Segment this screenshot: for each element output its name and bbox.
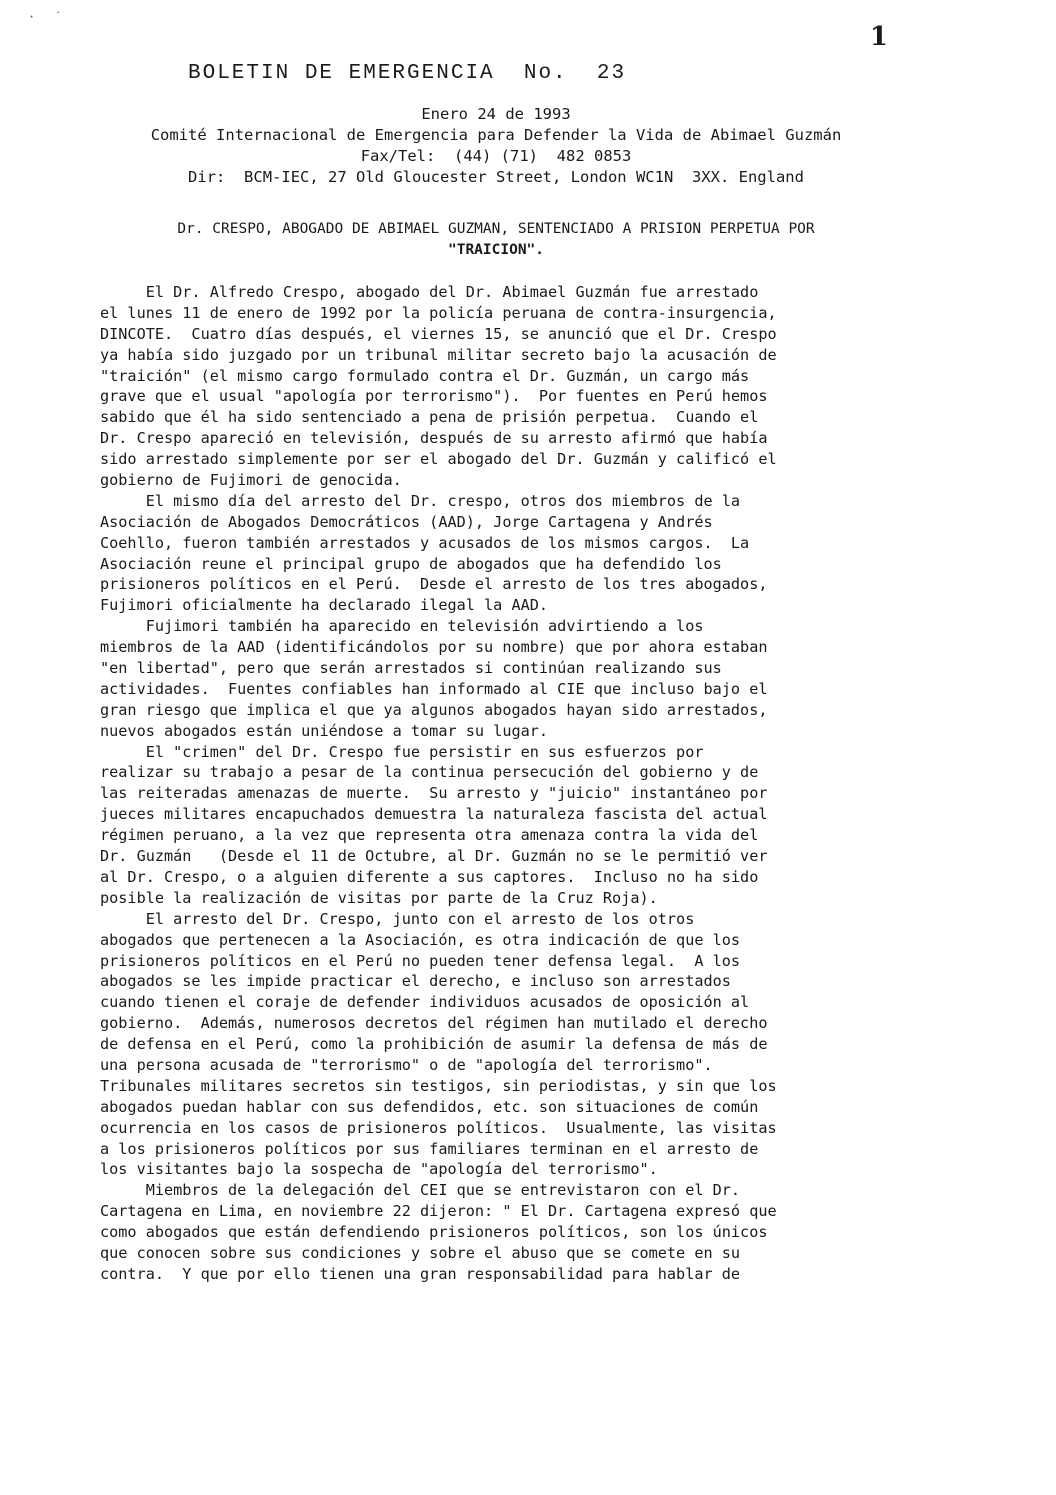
body-line: Dr. Guzmán (Desde el 11 de Octubre, al Dr. Guzmán no se le permitió ver xyxy=(100,847,768,866)
body-line: Tribunales militares secretos sin testigos, sin periodistas, y sin que los xyxy=(100,1076,777,1095)
body-line: gobierno de Fujimori de genocida. xyxy=(100,471,402,490)
headline xyxy=(96,219,896,261)
body-line: El "crimen" del Dr. Crespo fue persistir en sus esfuerzos por xyxy=(100,742,704,761)
body-line: ya había sido juzgado por un tribunal militar secreto bajo la acusación de xyxy=(100,345,777,364)
body-line: Fujimori oficialmente ha declarado ilegal la AAD. xyxy=(100,596,549,615)
body-line: miembros de la AAD (identificándolos por su nombre) que por ahora estaban xyxy=(100,638,768,657)
body-line: los visitantes bajo la sospecha de "apología del terrorismo". xyxy=(100,1160,658,1179)
fax-line: Fax/Tel: (44) (71) 482 0853 xyxy=(360,147,632,165)
body-line: abogados que pertenecen a la Asociación, es otra indicación de que los xyxy=(100,930,741,949)
body-line: de defensa en el Perú, como la prohibición de asumir la defensa de más de xyxy=(100,1035,768,1054)
page-number: 1 xyxy=(869,22,888,52)
body-line: El mismo día del arresto del Dr. crespo, otros dos miembros de la xyxy=(100,491,741,510)
body-line: El Dr. Alfredo Crespo, abogado del Dr. Abimael Guzmán fue arrestado xyxy=(100,283,759,301)
body-line: nuevos abogados están uniéndose a tomar su lugar. xyxy=(100,721,549,740)
date-line: Enero 24 de 1993 xyxy=(421,105,571,123)
organization-line: Comité Internacional de Emergencia para Defender la Vida de Abimael Guzmán xyxy=(150,126,842,144)
body-line: grave que el usual "apología por terrorismo"). Por fuentes en Perú hemos xyxy=(100,387,768,406)
body-line: Coehllo, fueron también arrestados y acusados de los mismos cargos. La xyxy=(100,533,750,552)
bulletin-title: BOLETIN DE EMERGENCIA No. 23 xyxy=(188,62,627,85)
body-line: Dr. Crespo apareció en televisión, después de su arresto afirmó que había xyxy=(100,429,768,448)
body-line: las reiteradas amenazas de muerte. Su arresto y "juicio" instantáneo por xyxy=(100,784,768,803)
body-line: "traición" (el mismo cargo formulado contra el Dr. Guzmán, un cargo más xyxy=(100,366,750,385)
body-line: a los prisioneros políticos por sus familiares terminan en el arresto de xyxy=(100,1139,759,1158)
body-line: realizar su trabajo a pesar de la continua persecución del gobierno y de xyxy=(100,763,759,782)
body-line: Miembros de la delegación del CEI que se entrevistaron con el Dr. xyxy=(100,1181,741,1200)
body-line: al Dr. Crespo, o a alguien diferente a sus captores. Incluso no ha sido xyxy=(100,867,759,886)
body-line: sido arrestado simplemente por ser el abogado del Dr. Guzmán y calificó el xyxy=(100,450,777,469)
headline-line-2: "TRAICION". xyxy=(447,242,545,258)
body-line: ocurrencia en los casos de prisioneros políticos. Usualmente, las visitas xyxy=(100,1118,777,1137)
body-line: abogados se les impide practicar el derecho, e incluso son arrestados xyxy=(100,972,731,991)
body-line: régimen peruano, a la vez que representa otra amenaza contra la vida del xyxy=(100,826,759,845)
body-line: gran riesgo que implica el que ya algunos abogados hayan sido arrestados, xyxy=(100,700,768,719)
article-body xyxy=(100,282,886,1285)
body-line: Asociación reune el principal grupo de abogados que ha defendido los xyxy=(100,554,722,573)
body-line: el lunes 11 de enero de 1992 por la policía peruana de contra-insurgencia, xyxy=(100,303,777,322)
headline-line-1: Dr. CRESPO, ABOGADO DE ABIMAEL GUZMAN, SENTENCIADO A PRISION PERPETUA POR xyxy=(177,221,815,237)
body-line: "en libertad", pero que serán arrestados si continúan realizando sus xyxy=(100,659,722,678)
scan-specks: · ˙ xyxy=(28,10,68,24)
body-line: prisioneros políticos en el Perú. Desde el arresto de los tres abogados, xyxy=(100,575,768,594)
body-line: sabido que él ha sido sentenciado a pena de prisión perpetua. Cuando el xyxy=(100,408,759,427)
body-line: contra. Y que por ello tienen una gran responsabilidad para hablar de xyxy=(100,1264,741,1283)
body-line: Asociación de Abogados Democráticos (AAD), Jorge Cartagena y Andrés xyxy=(100,512,713,531)
body-line: como abogados que están defendiendo prisioneros políticos, son los únicos xyxy=(100,1223,768,1242)
body-line: abogados puedan hablar con sus defendidos, etc. son situaciones de común xyxy=(100,1097,759,1116)
body-line: actividades. Fuentes confiables han informado al CIE que incluso bajo el xyxy=(100,679,768,698)
body-line: cuando tienen el coraje de defender individuos acusados de oposición al xyxy=(100,993,750,1012)
body-line: Cartagena en Lima, en noviembre 22 dijeron: " El Dr. Cartagena expresó que xyxy=(100,1202,777,1221)
body-line: DINCOTE. Cuatro días después, el viernes 15, se anunció que el Dr. Crespo xyxy=(100,324,777,343)
body-line: una persona acusada de "terrorismo" o de "apología del terrorismo". xyxy=(100,1055,713,1074)
body-line: El arresto del Dr. Crespo, junto con el arresto de los otros xyxy=(100,909,695,928)
body-line: gobierno. Además, numerosos decretos del régimen han mutilado el derecho xyxy=(100,1014,768,1033)
body-line: prisioneros políticos en el Perú no pueden tener defensa legal. A los xyxy=(100,951,741,970)
body-line: jueces militares encapuchados demuestra la naturaleza fascista del actual xyxy=(100,805,768,824)
body-line: posible la realización de visitas por parte de la Cruz Roja). xyxy=(100,888,658,907)
address-line: Dir: BCM-IEC, 27 Old Gloucester Street, London WC1N 3XX. England xyxy=(188,168,804,186)
body-line: que conocen sobre sus condiciones y sobre el abuso que se comete en su xyxy=(100,1243,741,1262)
body-line: Fujimori también ha aparecido en televisión advirtiendo a los xyxy=(100,617,704,636)
header-block xyxy=(96,104,896,188)
